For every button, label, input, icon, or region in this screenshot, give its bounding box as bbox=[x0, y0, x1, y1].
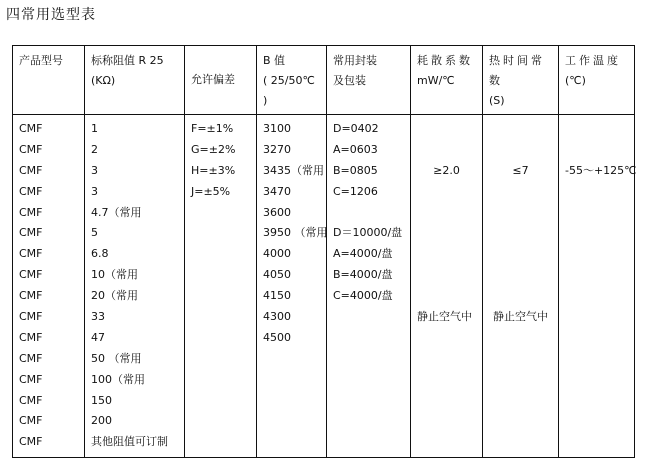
bvalue-cell: 4000 bbox=[263, 247, 291, 261]
model-cell: CMF bbox=[19, 351, 43, 365]
model-cell: CMF bbox=[19, 247, 43, 261]
model-cell: CMF bbox=[19, 414, 43, 428]
package-size-list bbox=[333, 119, 404, 203]
tolerance-column bbox=[185, 115, 257, 458]
time-constant-spacer bbox=[489, 119, 552, 140]
package-column bbox=[327, 115, 411, 458]
model-cell: CMF bbox=[19, 268, 43, 282]
resistance-cell: 4.7（常用 bbox=[91, 205, 142, 219]
resistance-cell: 6.8 bbox=[91, 247, 109, 261]
resistance-cell: 10（常用 bbox=[91, 268, 138, 282]
header-op-temperature-line1: 工作温度 bbox=[565, 54, 621, 67]
resistance-cell: 2 bbox=[91, 142, 98, 156]
package-size-cell: C=1206 bbox=[333, 184, 378, 198]
resistance-cell: 33 bbox=[91, 310, 105, 324]
package-gap bbox=[333, 203, 404, 224]
time-constant-spacer-4 bbox=[489, 203, 552, 224]
resistance-list bbox=[91, 119, 178, 453]
header-time-constant-line2: (S) bbox=[489, 94, 505, 107]
body-row bbox=[13, 115, 635, 458]
model-cell: CMF bbox=[19, 205, 43, 219]
header-resistance bbox=[85, 46, 185, 115]
package-reel-cell: B=4000/盘 bbox=[333, 268, 393, 282]
op-temperature-spacer-2 bbox=[565, 140, 628, 161]
tolerance-cell: G=±2% bbox=[191, 142, 236, 156]
header-model bbox=[13, 46, 85, 115]
header-tolerance bbox=[185, 46, 257, 115]
header-dissipation-line2: mW/℃ bbox=[417, 74, 455, 87]
header-dissipation bbox=[411, 46, 483, 115]
header-time-constant bbox=[483, 46, 559, 115]
time-constant-value: ≤7 bbox=[512, 163, 529, 177]
model-cell: CMF bbox=[19, 184, 43, 198]
dissipation-column bbox=[411, 115, 483, 458]
model-list bbox=[19, 119, 78, 453]
header-bvalue-line3: ) bbox=[263, 94, 268, 107]
header-resistance-line1: 标称阻值 R 25 bbox=[91, 54, 164, 67]
model-cell: CMF bbox=[19, 226, 43, 240]
header-op-temperature bbox=[559, 46, 635, 115]
header-time-constant-line1: 热时间常数 bbox=[489, 54, 545, 87]
dissipation-spacer-6 bbox=[417, 244, 476, 265]
package-size-cell: A=0603 bbox=[333, 142, 378, 156]
model-cell: CMF bbox=[19, 289, 43, 303]
package-reel-cell: D＝10000/盘 bbox=[333, 226, 403, 240]
model-cell: CMF bbox=[19, 142, 43, 156]
resistance-cell: 5 bbox=[91, 226, 98, 240]
tolerance-cell: F=±1% bbox=[191, 122, 234, 135]
header-model-label: 产品型号 bbox=[19, 54, 63, 67]
resistance-cell: 20（常用 bbox=[91, 289, 138, 303]
time-constant-spacer-3 bbox=[489, 182, 552, 203]
bvalue-list bbox=[263, 119, 328, 349]
resistance-column bbox=[85, 115, 185, 458]
bvalue-cell: 4500 bbox=[263, 330, 291, 344]
package-reel-list bbox=[333, 223, 404, 307]
dissipation-spacer-5 bbox=[417, 223, 476, 244]
model-cell: CMF bbox=[19, 122, 43, 135]
model-cell: CMF bbox=[19, 372, 43, 386]
bvalue-cell: 3435（常用 bbox=[263, 163, 324, 177]
resistance-cell: 47 bbox=[91, 330, 105, 344]
model-column bbox=[13, 115, 85, 458]
bvalue-column bbox=[257, 115, 327, 458]
resistance-cell: 50 （常用 bbox=[91, 351, 142, 365]
tolerance-cell: H=±3% bbox=[191, 163, 236, 177]
resistance-cell: 200 bbox=[91, 414, 112, 428]
resistance-cell: 1 bbox=[91, 122, 98, 135]
dissipation-spacer-4 bbox=[417, 203, 476, 224]
time-constant-spacer-6 bbox=[489, 244, 552, 265]
header-package-line1: 常用封装 bbox=[333, 54, 377, 67]
package-reel-cell: A=4000/盘 bbox=[333, 247, 393, 261]
bvalue-cell: 3600 bbox=[263, 205, 291, 219]
op-temperature-column bbox=[559, 115, 635, 458]
resistance-cell: 100（常用 bbox=[91, 372, 145, 386]
model-cell: CMF bbox=[19, 393, 43, 407]
header-dissipation-line1: 耗散系数 bbox=[417, 54, 473, 67]
dissipation-spacer-7 bbox=[417, 265, 476, 286]
time-constant-spacer-2 bbox=[489, 140, 552, 161]
resistance-cell: 3 bbox=[91, 184, 98, 198]
bvalue-cell: 3100 bbox=[263, 122, 291, 135]
model-cell: CMF bbox=[19, 330, 43, 344]
bvalue-cell: 4050 bbox=[263, 268, 291, 282]
dissipation-condition: 静止空气中 bbox=[417, 310, 472, 324]
dissipation-spacer-8 bbox=[417, 286, 476, 307]
bvalue-cell: 3470 bbox=[263, 184, 291, 198]
header-bvalue bbox=[257, 46, 327, 115]
bvalue-cell: 4300 bbox=[263, 310, 291, 324]
tolerance-cell: J=±5% bbox=[191, 184, 231, 198]
dissipation-spacer-2 bbox=[417, 140, 476, 161]
header-op-temperature-line2: (℃) bbox=[565, 74, 586, 87]
dissipation-spacer-3 bbox=[417, 182, 476, 203]
op-temperature-value: -55～+125℃ bbox=[565, 163, 637, 177]
header-package bbox=[327, 46, 411, 115]
bvalue-cell: 3270 bbox=[263, 142, 291, 156]
resistance-cell: 150 bbox=[91, 393, 112, 407]
package-reel-cell: C=4000/盘 bbox=[333, 289, 393, 303]
op-temperature-spacer bbox=[565, 119, 628, 140]
time-constant-column bbox=[483, 115, 559, 458]
time-constant-spacer-8 bbox=[489, 286, 552, 307]
dissipation-value: ≥2.0 bbox=[433, 163, 460, 177]
model-cell: CMF bbox=[19, 435, 43, 449]
tolerance-list bbox=[191, 119, 250, 203]
header-package-line2: 及包装 bbox=[333, 74, 366, 87]
package-size-cell: D=0402 bbox=[333, 122, 379, 135]
header-tolerance-label: 允许偏差 bbox=[191, 73, 235, 86]
bvalue-cell: 3950 （常用 bbox=[263, 226, 328, 240]
bvalue-cell: 4150 bbox=[263, 289, 291, 303]
time-constant-spacer-7 bbox=[489, 265, 552, 286]
package-size-cell: B=0805 bbox=[333, 163, 378, 177]
dissipation-spacer bbox=[417, 119, 476, 140]
model-cell: CMF bbox=[19, 163, 43, 177]
model-cell: CMF bbox=[19, 310, 43, 324]
time-constant-condition: 静止空气中 bbox=[493, 310, 548, 324]
header-bvalue-line2: ( 25/50℃ bbox=[263, 74, 315, 87]
resistance-cell: 其他阻值可订制 bbox=[91, 435, 168, 449]
header-row bbox=[13, 46, 635, 115]
resistance-cell: 3 bbox=[91, 163, 98, 177]
header-resistance-line2: (KΩ) bbox=[91, 74, 116, 87]
document-title: 四常用选型表 bbox=[6, 7, 96, 23]
selection-table bbox=[12, 45, 635, 458]
header-bvalue-line1: B 值 bbox=[263, 54, 286, 67]
time-constant-spacer-5 bbox=[489, 223, 552, 244]
